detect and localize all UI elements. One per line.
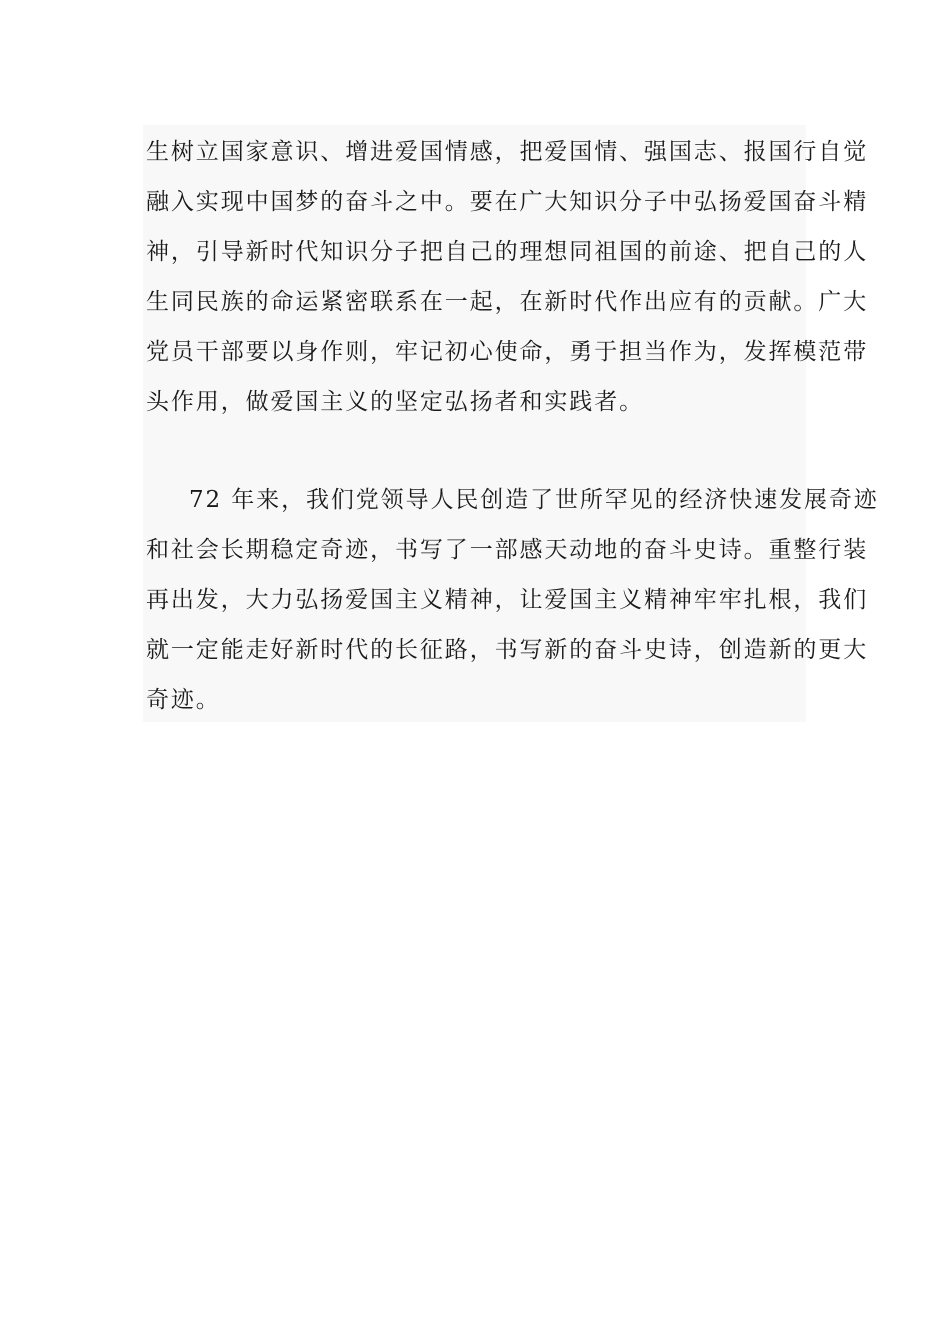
paragraph-1-line-1: 生树立国家意识、增进爱国情感，把爱国情、强国志、报国行自觉: [146, 139, 869, 165]
paragraph-1-line-2: 融入实现中国梦的奋斗之中。要在广大知识分子中弘扬爱国奋斗精: [146, 189, 869, 215]
paragraph-1-line-4: 生同民族的命运紧密联系在一起，在新时代作出应有的贡献。广大: [146, 289, 869, 315]
paragraph-2-line-5: 奇迹。: [146, 687, 221, 713]
paragraph-1-line-5: 党员干部要以身作则，牢记初心使命，勇于担当作为，发挥模范带: [146, 339, 869, 365]
paragraph-2-line-1: 72 年来，我们党领导人民创造了世所罕见的经济快速发展奇迹: [189, 487, 879, 513]
paragraph-1-line-3: 神，引导新时代知识分子把自己的理想同祖国的前途、把自己的人: [146, 239, 869, 265]
paragraph-2-line-3: 再出发，大力弘扬爱国主义精神，让爱国主义精神牢牢扎根，我们: [146, 587, 869, 613]
document-text-block: [143, 125, 879, 722]
paragraph-2-line-2: 和社会长期稳定奇迹，书写了一部感天动地的奋斗史诗。重整行装: [146, 537, 869, 563]
paragraph-1-line-6: 头作用，做爱国主义的坚定弘扬者和实践者。: [146, 389, 644, 415]
paragraph-2-line-4: 就一定能走好新时代的长征路，书写新的奋斗史诗，创造新的更大: [146, 637, 869, 663]
